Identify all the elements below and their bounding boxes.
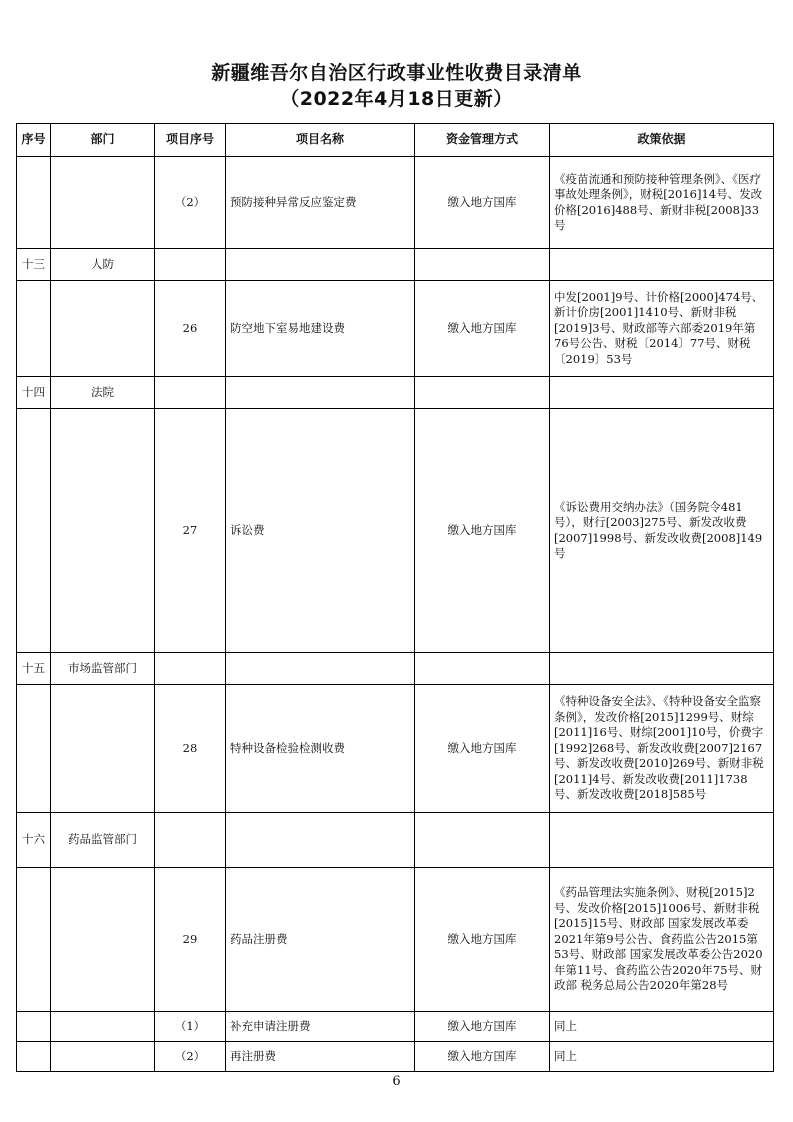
row-item-name: 防空地下室易地建设费: [226, 281, 415, 377]
row-dept: [51, 157, 155, 249]
row-item-no: （1）: [155, 1012, 226, 1042]
row-item-name: [226, 377, 415, 409]
row-item-name: 再注册费: [226, 1042, 415, 1072]
row-fund-mgmt: 缴入地方国库: [415, 1012, 550, 1042]
table-row: [17, 1042, 774, 1072]
row-seq: [17, 409, 51, 653]
fee-catalog-table: [16, 123, 774, 1072]
row-fund-mgmt: 缴入地方国库: [415, 868, 550, 1012]
row-item-no: 29: [155, 868, 226, 1012]
row-item-name: 诉讼费: [226, 409, 415, 653]
row-policy: [550, 813, 774, 868]
row-dept: [51, 868, 155, 1012]
table-row: [17, 281, 774, 377]
row-dept: 法院: [51, 377, 155, 409]
row-dept: [51, 1012, 155, 1042]
table-row: [17, 685, 774, 813]
row-fund-mgmt: 缴入地方国库: [415, 685, 550, 813]
row-dept: [51, 281, 155, 377]
row-fund-mgmt: [415, 377, 550, 409]
row-fund-mgmt: [415, 813, 550, 868]
row-policy: 《诉讼费用交纳办法》（国务院令481号），财行[2003]275号、新发改收费[2007]1998号、新发改收费[2008]149号: [550, 409, 774, 653]
row-fund-mgmt: 缴入地方国库: [415, 157, 550, 249]
table-row: [17, 868, 774, 1012]
row-item-no: 26: [155, 281, 226, 377]
row-item-no: [155, 377, 226, 409]
row-policy: 同上: [550, 1012, 774, 1042]
document-title: 新疆维吾尔自治区行政事业性收费目录清单: [211, 62, 582, 84]
row-policy: 《药品管理法实施条例》、财税[2015]2号、发改价格[2015]1006号、新财非税[2015]15号、财政部 国家发展改革委2021年第9号公告、食药监公告2015第53号、财政部 国家发展改革委公告2020年第11号、食药监公告2020年75号、财政部 税务总局公告2020年第28号: [550, 868, 774, 1012]
row-dept: [51, 409, 155, 653]
row-dept: [51, 1042, 155, 1072]
row-policy: 同上: [550, 1042, 774, 1072]
row-item-no: 28: [155, 685, 226, 813]
row-fund-mgmt: 缴入地方国库: [415, 281, 550, 377]
row-item-name: [226, 813, 415, 868]
table-row: [17, 813, 774, 868]
table-row: [17, 1012, 774, 1042]
row-seq: 十六: [17, 813, 51, 868]
table-row: [17, 653, 774, 685]
row-item-no: 27: [155, 409, 226, 653]
row-seq: [17, 157, 51, 249]
row-fund-mgmt: 缴入地方国库: [415, 409, 550, 653]
row-policy: [550, 653, 774, 685]
row-dept: 药品监管部门: [51, 813, 155, 868]
table-header-row: [17, 124, 774, 157]
row-fund-mgmt: [415, 653, 550, 685]
header-seq: 序号: [17, 124, 51, 157]
header-policy: 政策依据: [550, 124, 774, 157]
header-item-name: 项目名称: [226, 124, 415, 157]
row-item-no: （2）: [155, 157, 226, 249]
row-seq: 十五: [17, 653, 51, 685]
header-dept: 部门: [51, 124, 155, 157]
row-policy: 《疫苗流通和预防接种管理条例》、《医疗事故处理条例》，财税[2016]14号、发改价格[2016]488号、新财非税[2008]33号: [550, 157, 774, 249]
row-item-name: 药品注册费: [226, 868, 415, 1012]
table-row: [17, 249, 774, 281]
row-policy: [550, 377, 774, 409]
row-seq: [17, 1012, 51, 1042]
row-dept: [51, 685, 155, 813]
row-policy: [550, 249, 774, 281]
row-seq: 十三: [17, 249, 51, 281]
row-item-name: [226, 653, 415, 685]
header-fund-mgmt: 资金管理方式: [415, 124, 550, 157]
row-item-no: [155, 653, 226, 685]
row-fund-mgmt: 缴入地方国库: [415, 1042, 550, 1072]
row-seq: 十四: [17, 377, 51, 409]
row-item-name: 补充申请注册费: [226, 1012, 415, 1042]
page-number: 6: [392, 1074, 401, 1089]
row-dept: 市场监管部门: [51, 653, 155, 685]
row-seq: [17, 685, 51, 813]
row-policy: 中发[2001]9号、计价格[2000]474号、新计价房[2001]1410号、新财非税[2019]3号、财政部等六部委2019年第76号公告、财税〔2014〕77号、财税〔2019〕53号: [550, 281, 774, 377]
row-seq: [17, 868, 51, 1012]
row-fund-mgmt: [415, 249, 550, 281]
row-item-no: [155, 813, 226, 868]
row-item-name: [226, 249, 415, 281]
row-seq: [17, 1042, 51, 1072]
header-item-no: 项目序号: [155, 124, 226, 157]
row-policy: 《特种设备安全法》、《特种设备安全监察条例》，发改价格[2015]1299号、财综[2011]16号、财综[2001]10号，价费字[1992]268号、新发改收费[2007]2167号、新发改收费[2010]269号、新财非税[2011]4号、新发改收费[2011]1738号、新发改收费[2018]585号: [550, 685, 774, 813]
table-row: [17, 409, 774, 653]
row-item-no: （2）: [155, 1042, 226, 1072]
row-seq: [17, 281, 51, 377]
table-row: [17, 157, 774, 249]
row-item-name: 预防接种异常反应鉴定费: [226, 157, 415, 249]
row-item-no: [155, 249, 226, 281]
document-date: （2022年4月18日更新）: [280, 88, 513, 110]
table-row: [17, 377, 774, 409]
row-item-name: 特种设备检验检测收费: [226, 685, 415, 813]
row-dept: 人防: [51, 249, 155, 281]
